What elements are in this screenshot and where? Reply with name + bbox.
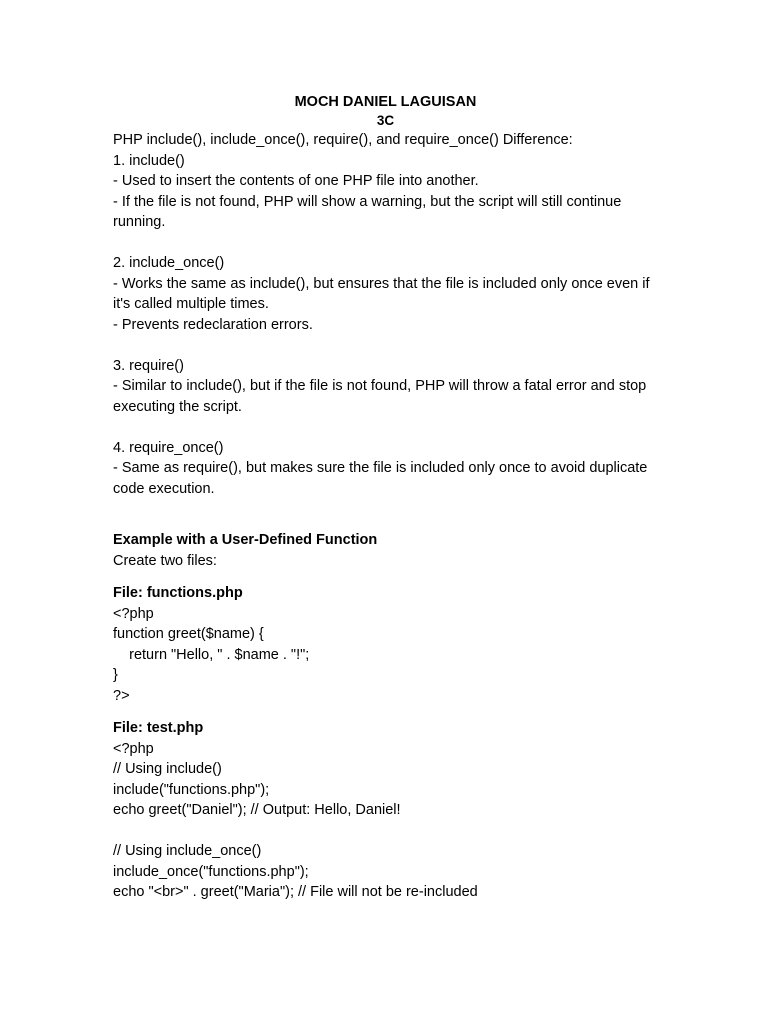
section-require-heading: 3. require() <box>113 357 184 374</box>
section-include-p2: - If the file is not found, PHP will show a warning, but the script will still continue running. <box>113 193 626 230</box>
file2-code-line: include("functions.php"); <box>113 781 270 798</box>
spacer <box>113 417 658 438</box>
document-body <box>113 92 658 903</box>
section-include-once-p1: - Works the same as include(), but ensures that the file is included only once even if it's called multiple times. <box>113 275 654 312</box>
section-include-p1: - Used to insert the contents of one PHP file into another. <box>113 173 479 189</box>
file1-label: File: functions.php <box>113 585 243 601</box>
file2-code-line: // Using include() <box>113 761 222 777</box>
section-require-once-heading: 4. require_once() <box>113 439 224 456</box>
section-require-p1: - Similar to include(), but if the file is not found, PHP will throw a fatal error and stop executing the script. <box>113 378 651 415</box>
spacer <box>113 706 658 718</box>
file1-code-line: } <box>113 667 118 683</box>
author-name: MOCH DANIEL LAGUISAN <box>294 94 477 110</box>
spacer <box>113 571 658 583</box>
file2-code-line: <?php <box>113 740 154 757</box>
spacer <box>113 499 658 530</box>
file2-label: File: test.php <box>113 720 204 736</box>
intro-text: PHP include(), include_once(), require(), and require_once() Difference: <box>113 132 573 148</box>
example-intro: Create two files: <box>113 552 217 569</box>
file1-code-line: ?> <box>113 687 130 704</box>
spacer <box>113 821 658 842</box>
file1-code-line: <?php <box>113 605 154 622</box>
section-include-heading: 1. include() <box>113 152 185 169</box>
file2-code-line: echo greet("Daniel"); // Output: Hello, Daniel! <box>113 802 401 818</box>
section-include-once-p2: - Prevents redeclaration errors. <box>113 316 313 333</box>
spacer <box>113 335 658 356</box>
spacer <box>113 233 658 254</box>
example-heading: Example with a User-Defined Function <box>113 532 378 548</box>
file1-code-line: return "Hello, " . $name . "!"; <box>113 646 310 663</box>
file2-code-line: include_once("functions.php"); <box>113 863 309 880</box>
file2-code-line: echo "<br>" . greet("Maria"); // File will not be re-included <box>113 884 478 900</box>
section-include-once-heading: 2. include_once() <box>113 255 225 271</box>
section-require-once-p1: - Same as require(), but makes sure the file is included only once to avoid duplicate code execution. <box>113 460 652 497</box>
file1-code-line: function greet($name) { <box>113 626 264 642</box>
class-label: 3C <box>376 113 395 128</box>
file2-code-line: // Using include_once() <box>113 843 262 859</box>
